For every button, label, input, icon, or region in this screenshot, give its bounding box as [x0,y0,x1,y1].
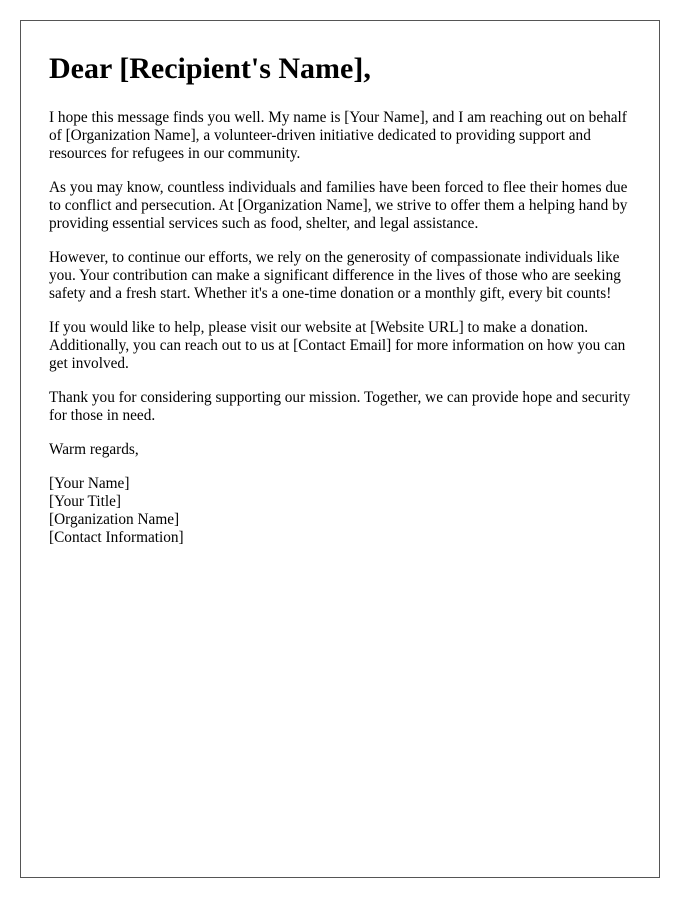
signature-contact: [Contact Information] [49,529,184,546]
letter-page [20,20,660,878]
closing: Warm regards, [49,441,139,458]
salutation: Dear [Recipient's Name], [49,52,371,85]
paragraph-thanks: Thank you for considering supporting our mission. Together, we can provide hope and security for those in need. [49,389,631,424]
signature-organization: [Organization Name] [49,511,180,528]
paragraph-appeal: However, to continue our efforts, we rely on the generosity of compassionate individuals like you. Your contribution can make a significant difference in the lives of those who are seeking safety and a fresh start. Whether it's a one-time donation or a monthly gift, every bit counts! [49,249,621,302]
paragraph-intro: I hope this message finds you well. My name is [Your Name], and I am reaching out on behalf of [Organization Name], a volunteer-driven initiative dedicated to providing support and resources for refugees in our community. [49,109,627,162]
signature-name: [Your Name] [49,475,130,492]
paragraph-how-to-help: If you would like to help, please visit our website at [Website URL] to make a donation. Additionally, you can reach out to us at [Contact Email] for more information on how you can get involved. [49,319,626,372]
signature-block [49,475,639,547]
paragraph-context: As you may know, countless individuals and families have been forced to flee their homes due to conflict and persecution. At [Organization Name], we strive to offer them a helping hand by providing essential services such as food, shelter, and legal assistance. [49,179,628,232]
signature-title: [Your Title] [49,493,121,510]
letter-body [49,51,639,547]
